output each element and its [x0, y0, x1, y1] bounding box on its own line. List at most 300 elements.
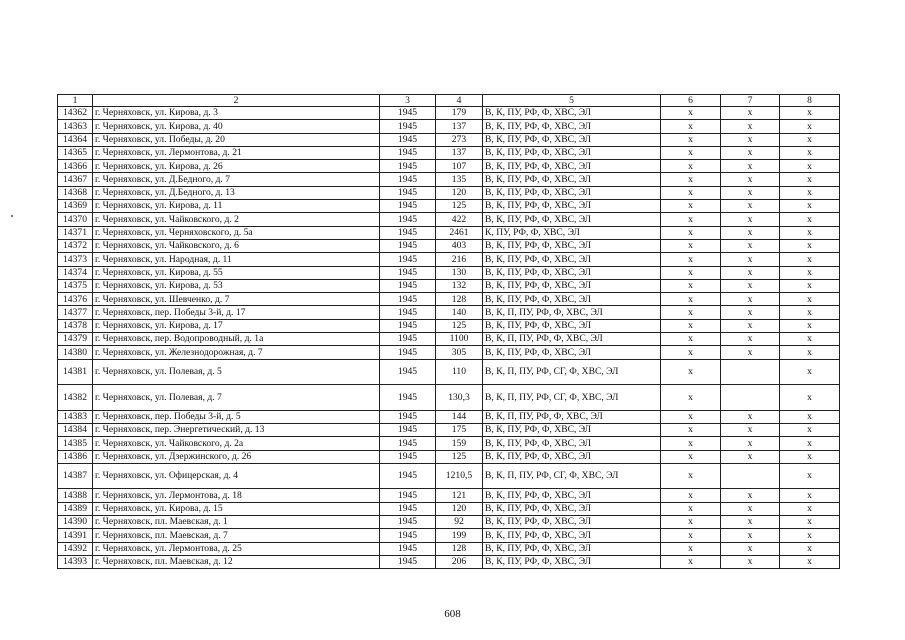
col8-cell: х — [780, 146, 840, 159]
col6-cell: х — [661, 319, 721, 332]
area-cell: 125 — [436, 200, 483, 213]
col6-cell: х — [661, 450, 721, 463]
row-number: 14372 — [58, 239, 93, 252]
row-number: 14385 — [58, 437, 93, 450]
area-cell: 120 — [436, 186, 483, 199]
address-cell: г. Черняховск, пер. Победы 3-й, д. 17 — [93, 306, 380, 319]
col7-cell: х — [721, 515, 780, 528]
year-cell: 1945 — [380, 293, 436, 306]
col8-cell: х — [780, 293, 840, 306]
amenities-cell: В, К, ПУ, РФ, Ф, ХВС, ЭЛ — [483, 279, 661, 292]
year-cell: 1945 — [380, 266, 436, 279]
row-number: 14371 — [58, 226, 93, 239]
row-number: 14378 — [58, 319, 93, 332]
col6-cell: х — [661, 293, 721, 306]
row-number: 14373 — [58, 253, 93, 266]
year-cell: 1945 — [380, 502, 436, 515]
col8-cell: х — [780, 107, 840, 120]
amenities-cell: В, К, ПУ, РФ, Ф, ХВС, ЭЛ — [483, 186, 661, 199]
col7-cell: х — [721, 226, 780, 239]
col6-cell: х — [661, 529, 721, 542]
year-cell: 1945 — [380, 489, 436, 502]
table-row — [58, 359, 840, 385]
year-cell: 1945 — [380, 133, 436, 146]
year-cell: 1945 — [380, 279, 436, 292]
year-cell: 1945 — [380, 213, 436, 226]
table-row — [58, 319, 840, 332]
year-cell: 1945 — [380, 239, 436, 252]
year-cell: 1945 — [380, 437, 436, 450]
col7-cell — [721, 385, 780, 411]
address-cell: г. Черняховск, ул. Кирова, д. 53 — [93, 279, 380, 292]
col8-cell: х — [780, 385, 840, 411]
col8-cell: х — [780, 306, 840, 319]
row-number: 14367 — [58, 173, 93, 186]
address-cell: г. Черняховск, ул. Чайковского, д. 6 — [93, 239, 380, 252]
col8-cell: х — [780, 279, 840, 292]
col6-cell: х — [661, 423, 721, 436]
address-cell: г. Черняховск, ул. Лермонтова, д. 25 — [93, 542, 380, 555]
address-cell: г. Черняховск, ул. Полевая, д. 5 — [93, 359, 380, 385]
row-number: 14375 — [58, 279, 93, 292]
table-row — [58, 437, 840, 450]
col7-cell: х — [721, 489, 780, 502]
row-number: 14381 — [58, 359, 93, 385]
address-cell: г. Черняховск, ул. Дзержинского, д. 26 — [93, 450, 380, 463]
row-number: 14388 — [58, 489, 93, 502]
year-cell: 1945 — [380, 253, 436, 266]
col6-cell: х — [661, 266, 721, 279]
address-cell: г. Черняховск, ул. Кирова, д. 11 — [93, 200, 380, 213]
address-cell: г. Черняховск, ул. Кирова, д. 55 — [93, 266, 380, 279]
year-cell: 1945 — [380, 319, 436, 332]
amenities-cell: В, К, ПУ, РФ, Ф, ХВС, ЭЛ — [483, 293, 661, 306]
page-number: 608 — [444, 608, 461, 620]
row-number: 14384 — [58, 423, 93, 436]
area-cell: 1100 — [436, 333, 483, 346]
col7-cell: х — [721, 423, 780, 436]
table-row — [58, 120, 840, 133]
table-row — [58, 253, 840, 266]
address-cell: г. Черняховск, пл. Маевская, д. 1 — [93, 515, 380, 528]
address-cell: г. Черняховск, пер. Водопроводный, д. 1а — [93, 333, 380, 346]
row-number: 14366 — [58, 160, 93, 173]
area-cell: 305 — [436, 346, 483, 359]
area-cell: 422 — [436, 213, 483, 226]
table-row — [58, 107, 840, 120]
header-cell: 8 — [780, 95, 840, 107]
amenities-cell: В, К, ПУ, РФ, Ф, ХВС, ЭЛ — [483, 489, 661, 502]
col7-cell: х — [721, 279, 780, 292]
area-cell: 125 — [436, 319, 483, 332]
col6-cell: х — [661, 107, 721, 120]
header-cell: 2 — [93, 95, 380, 107]
amenities-cell: В, К, ПУ, РФ, Ф, ХВС, ЭЛ — [483, 146, 661, 159]
col6-cell: х — [661, 542, 721, 555]
table-row — [58, 133, 840, 146]
amenities-cell: В, К, П, ПУ, РФ, СГ, Ф, ХВС, ЭЛ — [483, 359, 661, 385]
area-cell: 120 — [436, 502, 483, 515]
area-cell: 137 — [436, 146, 483, 159]
col7-cell: х — [721, 146, 780, 159]
col8-cell: х — [780, 160, 840, 173]
table-row — [58, 515, 840, 528]
col7-cell: х — [721, 120, 780, 133]
amenities-cell: В, К, П, ПУ, РФ, Ф, ХВС, ЭЛ — [483, 333, 661, 346]
col6-cell: х — [661, 173, 721, 186]
amenities-cell: В, К, ПУ, РФ, Ф, ХВС, ЭЛ — [483, 542, 661, 555]
address-cell: г. Черняховск, ул. Чайковского, д. 2а — [93, 437, 380, 450]
year-cell: 1945 — [380, 120, 436, 133]
address-cell: г. Черняховск, пл. Маевская, д. 12 — [93, 555, 380, 568]
table-row — [58, 279, 840, 292]
col8-cell: х — [780, 200, 840, 213]
col8-cell: х — [780, 173, 840, 186]
col8-cell: х — [780, 463, 840, 489]
col7-cell: х — [721, 555, 780, 568]
col8-cell: х — [780, 423, 840, 436]
col8-cell: х — [780, 437, 840, 450]
col7-cell: х — [721, 107, 780, 120]
address-cell: г. Черняховск, ул. Офицерская, д. 4 — [93, 463, 380, 489]
year-cell: 1945 — [380, 450, 436, 463]
col7-cell: х — [721, 450, 780, 463]
header-cell: 3 — [380, 95, 436, 107]
row-number: 14392 — [58, 542, 93, 555]
col8-cell: х — [780, 515, 840, 528]
col8-cell: х — [780, 266, 840, 279]
col7-cell: х — [721, 133, 780, 146]
address-cell: г. Черняховск, пер. Энергетический, д. 13 — [93, 423, 380, 436]
col7-cell: х — [721, 186, 780, 199]
area-cell: 273 — [436, 133, 483, 146]
col6-cell: х — [661, 213, 721, 226]
col7-cell — [721, 359, 780, 385]
col8-cell: х — [780, 133, 840, 146]
col8-cell: х — [780, 253, 840, 266]
table-row — [58, 489, 840, 502]
row-number: 14377 — [58, 306, 93, 319]
address-cell: г. Черняховск, ул. Д.Бедного, д. 7 — [93, 173, 380, 186]
table-row — [58, 173, 840, 186]
col8-cell: х — [780, 319, 840, 332]
address-cell: г. Черняховск, ул. Лермонтова, д. 21 — [93, 146, 380, 159]
amenities-cell: В, К, ПУ, РФ, Ф, ХВС, ЭЛ — [483, 319, 661, 332]
col8-cell: х — [780, 226, 840, 239]
col8-cell: х — [780, 359, 840, 385]
col8-cell: х — [780, 502, 840, 515]
col6-cell: х — [661, 279, 721, 292]
area-cell: 1210,5 — [436, 463, 483, 489]
row-number: 14368 — [58, 186, 93, 199]
area-cell: 135 — [436, 173, 483, 186]
row-number: 14376 — [58, 293, 93, 306]
address-cell: г. Черняховск, ул. Народная, д. 11 — [93, 253, 380, 266]
area-cell: 179 — [436, 107, 483, 120]
col8-cell: х — [780, 489, 840, 502]
area-cell: 125 — [436, 450, 483, 463]
col6-cell: х — [661, 437, 721, 450]
area-cell: 107 — [436, 160, 483, 173]
address-cell: г. Черняховск, ул. Чайковского, д. 2 — [93, 213, 380, 226]
col6-cell: х — [661, 502, 721, 515]
col7-cell: х — [721, 410, 780, 423]
address-cell: г. Черняховск, ул. Кирова, д. 17 — [93, 319, 380, 332]
year-cell: 1945 — [380, 542, 436, 555]
area-cell: 110 — [436, 359, 483, 385]
amenities-cell: В, К, ПУ, РФ, Ф, ХВС, ЭЛ — [483, 173, 661, 186]
col8-cell: х — [780, 529, 840, 542]
row-number: 14363 — [58, 120, 93, 133]
row-number: 14369 — [58, 200, 93, 213]
col6-cell: х — [661, 333, 721, 346]
year-cell: 1945 — [380, 463, 436, 489]
area-cell: 130 — [436, 266, 483, 279]
col7-cell: х — [721, 306, 780, 319]
address-cell: г. Черняховск, ул. Победы, д. 20 — [93, 133, 380, 146]
amenities-cell: В, К, П, ПУ, РФ, Ф, ХВС, ЭЛ — [483, 410, 661, 423]
table-row — [58, 542, 840, 555]
address-cell: г. Черняховск, ул. Кирова, д. 15 — [93, 502, 380, 515]
col7-cell — [721, 463, 780, 489]
address-cell: г. Черняховск, ул. Шевченко, д. 7 — [93, 293, 380, 306]
year-cell: 1945 — [380, 146, 436, 159]
col7-cell: х — [721, 529, 780, 542]
table-row — [58, 239, 840, 252]
area-cell: 132 — [436, 279, 483, 292]
col6-cell: х — [661, 253, 721, 266]
year-cell: 1945 — [380, 200, 436, 213]
col7-cell: х — [721, 160, 780, 173]
amenities-cell: В, К, П, ПУ, РФ, Ф, ХВС, ЭЛ — [483, 306, 661, 319]
year-cell: 1945 — [380, 107, 436, 120]
amenities-cell: В, К, П, ПУ, РФ, СГ, Ф, ХВС, ЭЛ — [483, 385, 661, 411]
amenities-cell: В, К, ПУ, РФ, Ф, ХВС, ЭЛ — [483, 120, 661, 133]
row-number: 14393 — [58, 555, 93, 568]
col8-cell: х — [780, 555, 840, 568]
col6-cell: х — [661, 146, 721, 159]
address-cell: г. Черняховск, пер. Победы 3-й, д. 5 — [93, 410, 380, 423]
row-number: 14379 — [58, 333, 93, 346]
col8-cell: х — [780, 450, 840, 463]
amenities-cell: В, К, ПУ, РФ, Ф, ХВС, ЭЛ — [483, 107, 661, 120]
address-cell: г. Черняховск, ул. Черняховского, д. 5а — [93, 226, 380, 239]
area-cell: 2461 — [436, 226, 483, 239]
year-cell: 1945 — [380, 515, 436, 528]
amenities-cell: В, К, ПУ, РФ, Ф, ХВС, ЭЛ — [483, 213, 661, 226]
amenities-cell: В, К, ПУ, РФ, Ф, ХВС, ЭЛ — [483, 437, 661, 450]
area-cell: 92 — [436, 515, 483, 528]
table-row — [58, 293, 840, 306]
area-cell: 137 — [436, 120, 483, 133]
col8-cell: х — [780, 186, 840, 199]
area-cell: 128 — [436, 542, 483, 555]
address-cell: г. Черняховск, ул. Кирова, д. 40 — [93, 120, 380, 133]
table-row — [58, 463, 840, 489]
area-cell: 403 — [436, 239, 483, 252]
area-cell: 175 — [436, 423, 483, 436]
amenities-cell: В, К, ПУ, РФ, Ф, ХВС, ЭЛ — [483, 450, 661, 463]
year-cell: 1945 — [380, 306, 436, 319]
col6-cell: х — [661, 120, 721, 133]
col6-cell: х — [661, 306, 721, 319]
col8-cell: х — [780, 542, 840, 555]
year-cell: 1945 — [380, 423, 436, 436]
col7-cell: х — [721, 319, 780, 332]
amenities-cell: В, К, П, ПУ, РФ, СГ, Ф, ХВС, ЭЛ — [483, 463, 661, 489]
col7-cell: х — [721, 437, 780, 450]
area-cell: 144 — [436, 410, 483, 423]
col7-cell: х — [721, 346, 780, 359]
col7-cell: х — [721, 542, 780, 555]
amenities-cell: В, К, ПУ, РФ, Ф, ХВС, ЭЛ — [483, 555, 661, 568]
area-cell: 199 — [436, 529, 483, 542]
col8-cell: х — [780, 120, 840, 133]
col8-cell: х — [780, 346, 840, 359]
address-cell: г. Черняховск, ул. Лермонтова, д. 18 — [93, 489, 380, 502]
row-number: 14370 — [58, 213, 93, 226]
scan-speck — [11, 215, 13, 217]
year-cell: 1945 — [380, 333, 436, 346]
amenities-cell: К, ПУ, РФ, Ф, ХВС, ЭЛ — [483, 226, 661, 239]
address-cell: г. Черняховск, ул. Полевая, д. 7 — [93, 385, 380, 411]
col7-cell: х — [721, 293, 780, 306]
amenities-cell: В, К, ПУ, РФ, Ф, ХВС, ЭЛ — [483, 160, 661, 173]
year-cell: 1945 — [380, 359, 436, 385]
amenities-cell: В, К, ПУ, РФ, Ф, ХВС, ЭЛ — [483, 266, 661, 279]
col6-cell: х — [661, 489, 721, 502]
amenities-cell: В, К, ПУ, РФ, Ф, ХВС, ЭЛ — [483, 253, 661, 266]
year-cell: 1945 — [380, 555, 436, 568]
amenities-cell: В, К, ПУ, РФ, Ф, ХВС, ЭЛ — [483, 423, 661, 436]
col6-cell: х — [661, 226, 721, 239]
address-cell: г. Черняховск, ул. Д.Бедного, д. 13 — [93, 186, 380, 199]
col6-cell: х — [661, 515, 721, 528]
year-cell: 1945 — [380, 346, 436, 359]
table-row — [58, 200, 840, 213]
row-number: 14364 — [58, 133, 93, 146]
amenities-cell: В, К, ПУ, РФ, Ф, ХВС, ЭЛ — [483, 239, 661, 252]
year-cell: 1945 — [380, 226, 436, 239]
year-cell: 1945 — [380, 385, 436, 411]
table-row — [58, 423, 840, 436]
col6-cell: х — [661, 239, 721, 252]
row-number: 14362 — [58, 107, 93, 120]
row-number: 14380 — [58, 346, 93, 359]
col6-cell: х — [661, 200, 721, 213]
table-row — [58, 529, 840, 542]
table-row — [58, 306, 840, 319]
row-number: 14365 — [58, 146, 93, 159]
row-number: 14386 — [58, 450, 93, 463]
header-cell: 5 — [483, 95, 661, 107]
table-row — [58, 333, 840, 346]
col7-cell: х — [721, 253, 780, 266]
col8-cell: х — [780, 333, 840, 346]
amenities-cell: В, К, ПУ, РФ, Ф, ХВС, ЭЛ — [483, 502, 661, 515]
col6-cell: х — [661, 385, 721, 411]
area-cell: 130,3 — [436, 385, 483, 411]
header-cell: 6 — [661, 95, 721, 107]
col7-cell: х — [721, 200, 780, 213]
area-cell: 128 — [436, 293, 483, 306]
year-cell: 1945 — [380, 186, 436, 199]
amenities-cell: В, К, ПУ, РФ, Ф, ХВС, ЭЛ — [483, 133, 661, 146]
col8-cell: х — [780, 410, 840, 423]
address-cell: г. Черняховск, пл. Маевская, д. 7 — [93, 529, 380, 542]
area-cell: 140 — [436, 306, 483, 319]
row-number: 14391 — [58, 529, 93, 542]
year-cell: 1945 — [380, 160, 436, 173]
header-cell: 4 — [436, 95, 483, 107]
area-cell: 121 — [436, 489, 483, 502]
row-number: 14382 — [58, 385, 93, 411]
header-cell: 1 — [58, 95, 93, 107]
row-number: 14383 — [58, 410, 93, 423]
row-number: 14390 — [58, 515, 93, 528]
col7-cell: х — [721, 213, 780, 226]
col8-cell: х — [780, 213, 840, 226]
table-row — [58, 385, 840, 411]
amenities-cell: В, К, ПУ, РФ, Ф, ХВС, ЭЛ — [483, 515, 661, 528]
table-row — [58, 160, 840, 173]
area-cell: 159 — [436, 437, 483, 450]
year-cell: 1945 — [380, 173, 436, 186]
row-number: 14389 — [58, 502, 93, 515]
table-row — [58, 226, 840, 239]
year-cell: 1945 — [380, 529, 436, 542]
col6-cell: х — [661, 133, 721, 146]
header-cell: 7 — [721, 95, 780, 107]
year-cell: 1945 — [380, 410, 436, 423]
area-cell: 206 — [436, 555, 483, 568]
table-row — [58, 213, 840, 226]
table-row — [58, 186, 840, 199]
col7-cell: х — [721, 266, 780, 279]
address-cell: г. Черняховск, ул. Кирова, д. 26 — [93, 160, 380, 173]
table-row — [58, 410, 840, 423]
table-row — [58, 146, 840, 159]
col7-cell: х — [721, 173, 780, 186]
row-number: 14374 — [58, 266, 93, 279]
amenities-cell: В, К, ПУ, РФ, Ф, ХВС, ЭЛ — [483, 200, 661, 213]
amenities-cell: В, К, ПУ, РФ, Ф, ХВС, ЭЛ — [483, 529, 661, 542]
col6-cell: х — [661, 410, 721, 423]
header-row — [58, 95, 840, 107]
col7-cell: х — [721, 239, 780, 252]
col6-cell: х — [661, 463, 721, 489]
col6-cell: х — [661, 160, 721, 173]
table-row — [58, 266, 840, 279]
col7-cell: х — [721, 333, 780, 346]
col7-cell: х — [721, 502, 780, 515]
col6-cell: х — [661, 359, 721, 385]
col6-cell: х — [661, 186, 721, 199]
address-cell: г. Черняховск, ул. Железнодорожная, д. 7 — [93, 346, 380, 359]
row-number: 14387 — [58, 463, 93, 489]
housing-register-table — [57, 94, 840, 569]
table-row — [58, 450, 840, 463]
area-cell: 216 — [436, 253, 483, 266]
col6-cell: х — [661, 555, 721, 568]
table-row — [58, 555, 840, 568]
col6-cell: х — [661, 346, 721, 359]
table-row — [58, 502, 840, 515]
table-row — [58, 346, 840, 359]
col8-cell: х — [780, 239, 840, 252]
address-cell: г. Черняховск, ул. Кирова, д. 3 — [93, 107, 380, 120]
amenities-cell: В, К, ПУ, РФ, Ф, ХВС, ЭЛ — [483, 346, 661, 359]
